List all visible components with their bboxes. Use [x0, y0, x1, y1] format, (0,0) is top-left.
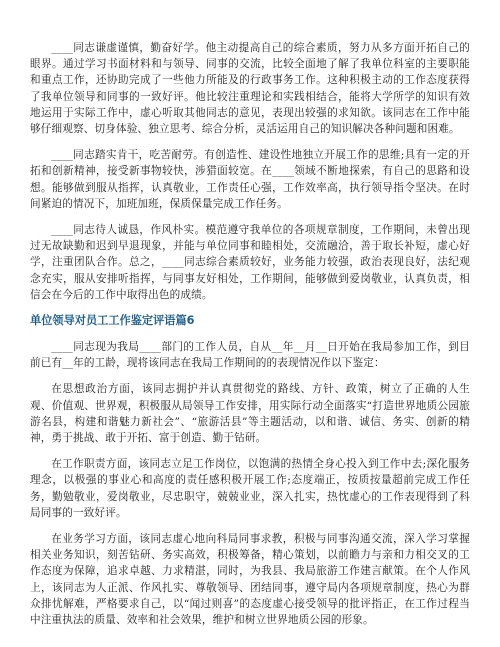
- paragraph-1: ____同志谦虚谨慎，勤奋好学。他主动提高自己的综合素质，努力从多方面开拓自己的眼界。通过学习书面材料和与领导、同事的交流，比较全面地了解了我单位科室的主要职能和重点工作，还协助完成了一些他力所能及的行政事务工作。这种积极主动的工作态度获得了我单位领导和同事的一致好评。他比较注重理论和实践相结合，能将大学所学的知识有效地运用于实际工作中，虚心听取其他同志的意见，表现出较强的求知欲。该同志在工作中能够仔细观察、切身体验、独立思考、综合分析，灵活运用自己的知识解决各种问题和困难。: [30, 42, 470, 136]
- paragraph-3: ____同志待人诚恳，作风朴实。模范遵守我单位的各项规章制度，工作期间，未曾出现过无故缺勤和迟到早退现象，并能与单位同事和睦相处，交流融洽，善于取长补短，虚心好学，注重团队合作。总之，____同志综合素质较好，业务能力较强，政治表现良好，法纪观念充实，服从安排听指挥，与同事友好相处，工作期间，能够做到爱岗敬业，认真负责，相信会在今后的工作中取得出色的成绩。: [30, 224, 470, 301]
- paragraph-5: 在思想政治方面，该同志拥护并认真贯彻党的路线、方针、政策，树立了正确的人生观、价值观、世界观，积极服从局领导工作安排，用实际行动全面落实“打造世界地质公园旅游名县，构建和谐魅力新社会”、“旅游活县”等主题活动，以和谐、诚信、务实、创新的精神，勇于挑战、敢于开拓、富于创造、勤于钻研。: [30, 383, 470, 445]
- paragraph-7: 在业务学习方面，该同志虚心地向科局同事求教，积极与同事沟通交流，深入学习掌握相关业务知识，刻苦钻研、务实高效，积极筹备，精心策划，以前瞻力与亲和力相交叉的工作态度为保障，追求卓越、力求精湛，同时，为我县、我局旅游工作建言献策。在个人作风上，该同志为人正派、作风扎实、尊敬领导、团结同事，遵守局内各项规章制度，热心为群众排忧解难，严格要求自己，以“闻过则喜”的态度虚心接受领导的批评指正，在工作过程当中注重执法的质量、效率和社会效果，维护和树立世界地质公园的形象。: [30, 533, 470, 627]
- paragraph-4: ____同志现为我局____部门的工作人员，自从__年__月__日开始在我局参加工作，到目前已有__年的工龄，现将该同志在我局工作期间的的表现情况作以下鉴定：: [30, 341, 470, 370]
- paragraph-6: 在工作职责方面，该同志立足工作岗位，以饱满的热情全身心投入到工作中去;深化服务理念，以极强的事业心和高度的责任感积极开展工作;态度端正，按质按量超前完成工作任务，勤勉敬业，爱岗敬业，尽忠职守，兢兢业业，深入扎实，热忱虚心的工作表现得到了科局同事的一致好评。: [30, 458, 470, 519]
- paragraph-2: ____同志踏实肯干，吃苦耐劳。有创造性、建设性地独立开展工作的思维;具有一定的开拓和创新精神，接受新事物较快，涉猎面较宽。在____领域不断地探索，有自己的思路和设想。能够做到服从指挥，认真敬业，工作责任心强，工作效率高，执行领导指令坚决。在时间紧迫的情况下，加班加班，保质保量完成工作任务。: [30, 149, 470, 210]
- section-heading: 单位领导对员工工作鉴定评语篇6: [30, 314, 195, 328]
